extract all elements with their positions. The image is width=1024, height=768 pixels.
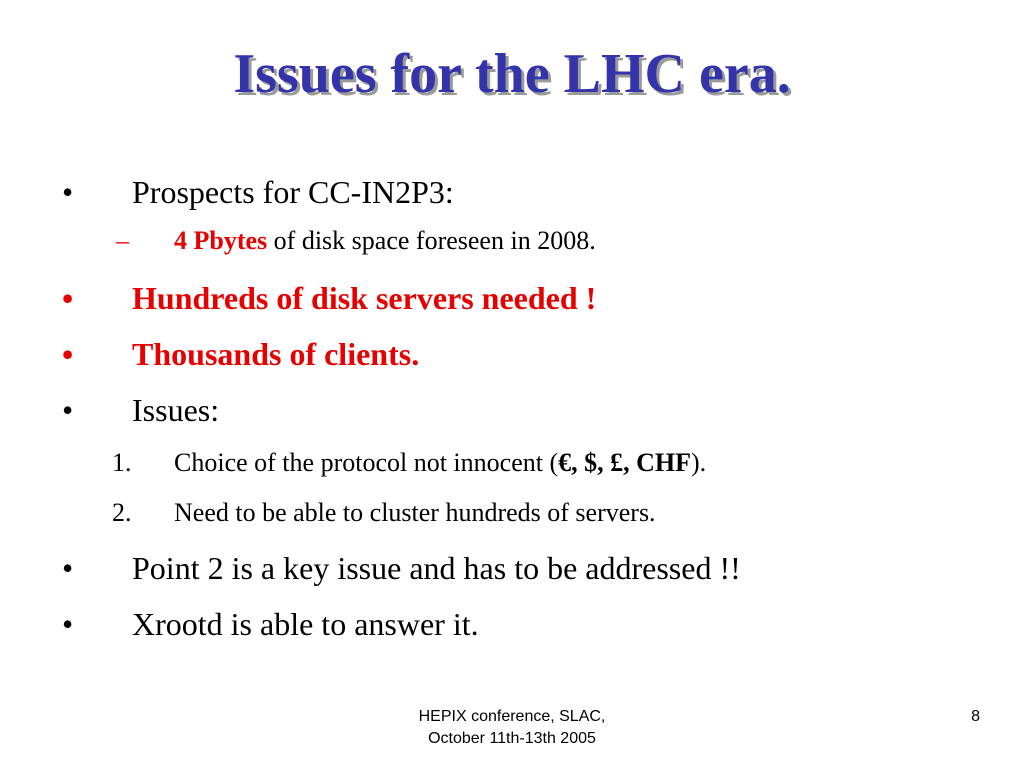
- item-text: [174, 448, 706, 478]
- footer-line-2: October 11th-13th 2005: [428, 730, 596, 747]
- bullet-marker: •: [62, 174, 74, 210]
- bullet-marker: •: [62, 336, 74, 372]
- item-number: 1.: [112, 448, 132, 477]
- bullet-marker: •: [62, 392, 74, 428]
- item-text-post: ).: [691, 448, 707, 477]
- item-number: 2.: [112, 498, 132, 527]
- slide-footer: [362, 706, 662, 750]
- bullet-text: Issues:: [132, 392, 220, 428]
- item-text-pre: Choice of the protocol not innocent (: [174, 448, 559, 477]
- dash-marker: –: [116, 226, 129, 255]
- subitem-text: [174, 226, 596, 256]
- footer-line-1: HEPIX conference, SLAC,: [418, 708, 606, 725]
- currency-list: €, $, £, CHF: [558, 448, 692, 477]
- pbytes-highlight: 4 Pbytes: [174, 226, 268, 255]
- bullet-text: Xrootd is able to answer it.: [132, 606, 479, 642]
- page-number: 8: [971, 708, 980, 725]
- bullet-text: Hundreds of disk servers needed !: [132, 280, 597, 316]
- item-text: Need to be able to cluster hundreds of servers.: [174, 498, 656, 527]
- bullet-text: Point 2 is a key issue and has to be addressed !!: [132, 550, 741, 586]
- bullet-text: Thousands of clients.: [132, 336, 420, 372]
- bullet-marker: •: [62, 280, 74, 316]
- slide-title: Issues for the LHC era.: [233, 43, 791, 105]
- pbytes-rest: of disk space foreseen in 2008.: [267, 226, 596, 255]
- bullet-marker: •: [62, 606, 74, 642]
- bullet-marker: •: [62, 550, 74, 586]
- bullet-text: Prospects for CC-IN2P3:: [132, 174, 454, 210]
